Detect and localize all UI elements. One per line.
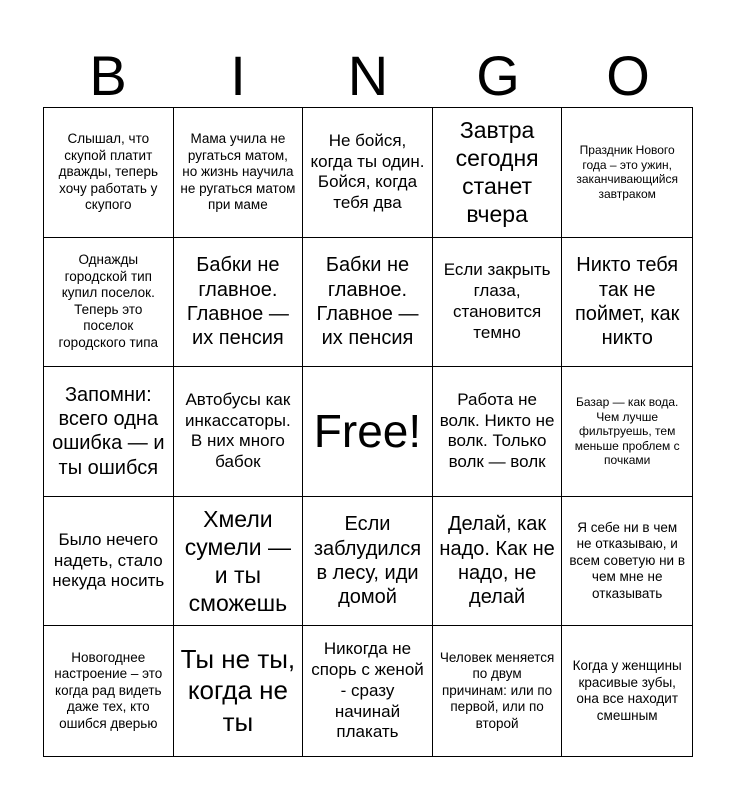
- bingo-cell[interactable]: Работа не волк. Никто не волк. Только волк — волк: [433, 367, 563, 497]
- bingo-title: [43, 44, 693, 108]
- bingo-cell[interactable]: Завтра сегодня станет вчера: [433, 108, 563, 238]
- bingo-cell[interactable]: Однажды городской тип купил поселок. Теперь это поселок городского типа: [44, 238, 174, 368]
- bingo-cell[interactable]: Запомни: всего одна ошибка — и ты ошибся: [44, 367, 174, 497]
- bingo-cell[interactable]: Автобусы как инкассаторы. В них много бабок: [174, 367, 304, 497]
- bingo-cell[interactable]: Когда у женщины красивые зубы, она все находит смешным: [572, 658, 682, 723]
- title-letter-o: O: [606, 44, 650, 107]
- title-letter-b: B: [89, 44, 127, 107]
- title-letter-n: N: [347, 44, 389, 107]
- free-space-cell[interactable]: Free!: [303, 367, 433, 497]
- bingo-cell[interactable]: Праздник Нового года – это ужин, заканчивающийся завтраком: [562, 108, 692, 238]
- bingo-cell[interactable]: Ты не ты, когда не ты: [174, 626, 304, 756]
- bingo-cell[interactable]: Если заблудился в лесу, иди домой: [303, 497, 433, 627]
- bingo-cell[interactable]: Новогоднее настроение – это когда рад видеть даже тех, кто ошибся дверью: [44, 626, 174, 756]
- bingo-cell[interactable]: Мама учила не ругаться матом, но жизнь научила не ругаться матом при маме: [174, 108, 304, 238]
- bingo-cell[interactable]: Хмели сумели — и ты сможешь: [174, 497, 304, 627]
- bingo-cell[interactable]: Я себе ни в чем не отказываю, и всем советую ни в чем мне не отказывать: [562, 497, 692, 627]
- bingo-cell[interactable]: Слышал, что скупой платит дважды, теперь хочу работать у скупого: [44, 108, 174, 238]
- bingo-cell[interactable]: Бабки не главное. Главное — их пенсия: [303, 238, 433, 368]
- bingo-cell[interactable]: Бабки не главное. Главное — их пенсия: [174, 238, 304, 368]
- bingo-cell[interactable]: Человек меняется по двум причинам: или по первой, или по второй: [433, 626, 563, 756]
- title-letter-g: G: [476, 44, 520, 107]
- bingo-cell[interactable]: Если закрыть глаза, становится темно: [433, 238, 563, 368]
- title-letter-i: I: [230, 44, 246, 107]
- bingo-cell[interactable]: Никогда не спорь с женой - сразу начинай плакать: [303, 626, 433, 756]
- bingo-board: [43, 107, 693, 757]
- bingo-cell[interactable]: Не бойся, когда ты один. Бойся, когда тебя два: [303, 108, 433, 238]
- bingo-cell[interactable]: Никто тебя так не поймет, как никто: [562, 238, 692, 368]
- bingo-cell[interactable]: Было нечего надеть, стало некуда носить: [44, 497, 174, 627]
- bingo-cell[interactable]: Делай, как надо. Как не надо, не делай: [433, 497, 563, 627]
- bingo-cell[interactable]: Базар — как вода. Чем лучше фильтруешь, тем меньше проблем с почками: [562, 367, 692, 497]
